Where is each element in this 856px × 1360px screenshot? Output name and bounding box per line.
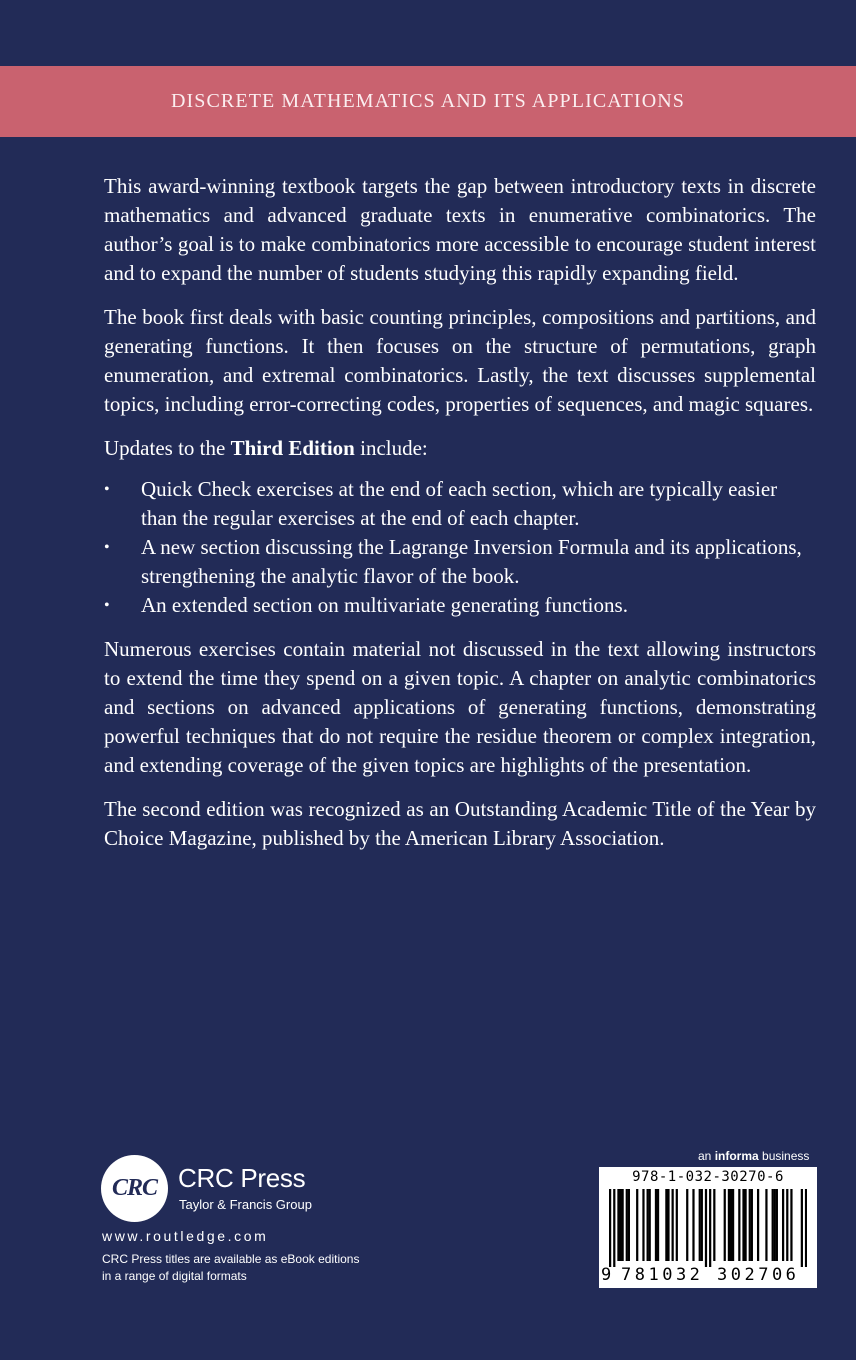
- barcode-bar: [657, 1189, 659, 1261]
- barcode-bar: [724, 1189, 726, 1261]
- barcode-bar: [692, 1189, 694, 1261]
- barcode-bar: [786, 1189, 788, 1261]
- barcode-bar: [613, 1189, 615, 1267]
- barcode-bar: [699, 1189, 701, 1261]
- updates-list: [104, 475, 816, 620]
- barcode-bar: [676, 1189, 678, 1261]
- barcode-bar: [751, 1189, 753, 1261]
- barcode-bar: [790, 1189, 792, 1261]
- barcode-bar: [672, 1189, 674, 1261]
- barcode-bar: [709, 1189, 711, 1267]
- barcode-bar: [805, 1189, 807, 1267]
- publisher-website: www.routledge.com: [102, 1228, 269, 1244]
- list-item: • Quick Check exercises at the end of each section, which are typically easier than the regular exercises at the end of each chapter.: [104, 477, 778, 530]
- series-banner: [0, 66, 856, 137]
- paragraph-topics: The book first deals with basic counting principles, compositions and partitions, and generating functions. It then focuses on the structure of permutations, graph enumeration, and extremal combinatorics. Lastly, the text discusses supplemental topics, including error-correcting codes, properties of sequences, and magic squares.: [104, 305, 816, 416]
- barcode-bar: [757, 1189, 759, 1261]
- barcode-bar: [626, 1189, 628, 1261]
- barcode-bar: [765, 1189, 767, 1261]
- paragraph-award: The second edition was recognized as an Outstanding Academic Title of the Year by Choice Magazine, published by the American Library Association.: [104, 797, 816, 850]
- bullet-icon: •: [104, 481, 110, 498]
- paragraph-intro: This award-winning textbook targets the gap between introductory texts in discrete mathematics and advanced graduate texts in enumerative combinatorics. The author’s goal is to make combinatorics more accessible to encourage student interest and to expand the number of students studying this rapidly expanding field.: [104, 174, 816, 285]
- barcode-bar: [701, 1189, 703, 1261]
- barcode-bar: [649, 1189, 651, 1261]
- barcode-bar: [772, 1189, 774, 1261]
- barcode-bar: [749, 1189, 751, 1261]
- barcode-bars-icon: [609, 1189, 807, 1267]
- barcode-bar: [636, 1189, 638, 1261]
- barcode-bar: [686, 1189, 688, 1261]
- barcode-bar: [705, 1189, 707, 1267]
- list-item: • An extended section on multivariate generating functions.: [104, 591, 816, 620]
- ebook-note: CRC Press titles are available as eBook editions in a range of digital formats: [102, 1252, 360, 1283]
- barcode-bar: [742, 1189, 744, 1261]
- barcode-bar: [744, 1189, 746, 1261]
- isbn-barcode: 978-1-032-30270-6 9 781032 302706: [599, 1167, 817, 1288]
- barcode-bar: [628, 1189, 630, 1261]
- barcode-bar: [738, 1189, 740, 1261]
- publisher-group: Taylor & Francis Group: [179, 1197, 312, 1212]
- barcode-bar: [609, 1189, 611, 1267]
- edition-label: Third Edition: [230, 436, 355, 460]
- barcode-bar: [713, 1189, 715, 1261]
- bullet-icon: •: [104, 597, 110, 614]
- publisher-name: CRC Press: [178, 1163, 306, 1193]
- list-item: • A new section discussing the Lagrange Inversion Formula and its applications, strengthening the analytic flavor of the book.: [104, 535, 802, 588]
- series-title: DISCRETE MATHEMATICS AND ITS APPLICATIONS: [170, 90, 686, 112]
- bullet-icon: •: [104, 539, 110, 556]
- paragraph-updates: Updates to the Third Edition include:: [104, 436, 428, 460]
- barcode-bar: [776, 1189, 778, 1261]
- barcode-bar: [642, 1189, 644, 1261]
- barcode-bar: [647, 1189, 649, 1261]
- barcode-bar: [728, 1189, 730, 1261]
- paragraph-exercises: Numerous exercises contain material not discussed in the text allowing instructors to extend the time they spend on a given topic. A chapter on analytic combinatorics and sections on advanced applications of generating functions, demonstrating powerful techniques that do not require the residue theorem or complex integration, and extending coverage of the given topics are highlights of the presentation.: [104, 637, 816, 777]
- barcode-bar: [730, 1189, 732, 1261]
- barcode-bar: [665, 1189, 667, 1261]
- barcode-bar: [801, 1189, 803, 1267]
- barcode-bar: [667, 1189, 669, 1261]
- barcode-bar: [655, 1189, 657, 1261]
- barcode-bar: [774, 1189, 776, 1261]
- barcode-bar: [782, 1189, 784, 1261]
- barcode-bar: [732, 1189, 734, 1261]
- crc-logo-icon: CRC: [101, 1155, 168, 1222]
- informa-tagline: an informa business: [698, 1149, 810, 1163]
- barcode-bar: [622, 1189, 624, 1261]
- description: [104, 172, 816, 868]
- isbn-number: 978-1-032-30270-6: [632, 1169, 784, 1185]
- barcode-bar: [617, 1189, 619, 1261]
- barcode-bar: [619, 1189, 621, 1261]
